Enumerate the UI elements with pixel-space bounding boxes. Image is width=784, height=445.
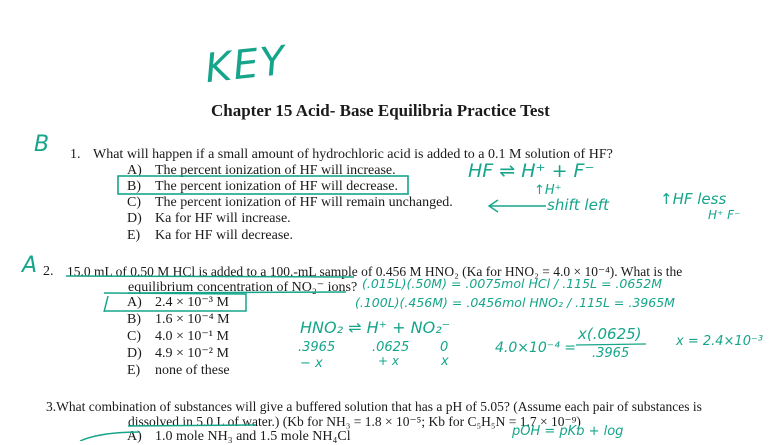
q1-answer-box bbox=[118, 176, 408, 194]
q1-note-equation: HF ⇌ H⁺ + F⁻ bbox=[468, 160, 595, 182]
q2-line1: 15.0 mL of 0.50 M HCl is added to a 100.-mL sample of 0.456 M HNO₂ (Ka for HNO₂ = 4.0 × 10⁻⁴). What is the bbox=[67, 264, 683, 279]
q2-calc-hcl: (.015L)(.50M) = .0075mol HCl / .115L = .0652M bbox=[362, 276, 662, 291]
q2-fraction-bar bbox=[576, 344, 646, 345]
q2-ice-change-no2: x bbox=[441, 354, 449, 369]
q2-number: 2. bbox=[43, 264, 54, 279]
q2-ka-lhs: 4.0×10⁻⁴ = bbox=[495, 340, 576, 356]
option-text: none of these bbox=[155, 363, 230, 378]
option-letter: A) bbox=[127, 429, 142, 444]
q1-number: 1. bbox=[70, 147, 81, 162]
option-text: The percent ionization of HF will increase. bbox=[155, 163, 396, 178]
q1-handwritten-answer: B bbox=[34, 132, 50, 157]
option-text: The percent ionization of HF will decrease. bbox=[155, 179, 398, 194]
option-text: 1.0 mole NH₃ and 1.5 mole NH₄Cl bbox=[155, 429, 351, 444]
option-letter: C) bbox=[127, 329, 141, 344]
q2-ice-initial-no2: 0 bbox=[440, 340, 449, 355]
option-text: Ka for HF will increase. bbox=[155, 211, 291, 226]
q1-text: What will happen if a small amount of hydrochloric acid is added to a 0.1 M solution of HF? bbox=[93, 147, 613, 162]
handwritten-key: KEY bbox=[202, 37, 290, 93]
q3-line2: dissolved in 5.0 L of water.) (Kb for NH₃ = 1.8 × 10⁻⁵; Kb for C₅H₅N = 1.7 × 10⁻⁹) bbox=[128, 414, 581, 429]
option-text: 4.0 × 10⁻¹ M bbox=[155, 329, 229, 344]
option-text: 1.6 × 10⁻⁴ M bbox=[155, 312, 230, 327]
option-letter: E) bbox=[127, 363, 141, 378]
q2-ice-change-h: + x bbox=[378, 354, 399, 368]
option-letter: A) bbox=[127, 295, 142, 310]
q2-ice-initial-hno2: .3965 bbox=[298, 340, 336, 355]
q2-ice-change-hno2: − x bbox=[300, 356, 323, 371]
q1-note-h-up: ↑H⁺ bbox=[534, 183, 562, 198]
option-text: Ka for HF will decrease. bbox=[155, 228, 294, 243]
q3-poh-note: pOH = pKb + log bbox=[512, 424, 624, 439]
option-text: 4.9 × 10⁻² M bbox=[155, 346, 229, 361]
option-letter: A) bbox=[127, 163, 142, 178]
q3-line1: 3.What combination of substances will give a buffered solution that has a pH of 5.05? (Assume each pair of substances is bbox=[46, 399, 702, 414]
q1-note-hf-less: ↑HF less bbox=[660, 190, 727, 208]
option-letter: D) bbox=[127, 211, 142, 226]
option-letter: D) bbox=[127, 346, 142, 361]
option-letter: B) bbox=[127, 312, 141, 327]
q2-equilibrium-eq: HNO₂ ⇌ H⁺ + NO₂⁻ bbox=[300, 318, 451, 337]
q2-line2: equilibrium concentration of NO₂⁻ ions? bbox=[128, 280, 358, 295]
page-title: Chapter 15 Acid- Base Equilibria Practice Test bbox=[211, 101, 550, 120]
option-text: 2.4 × 10⁻³ M bbox=[155, 295, 229, 310]
option-letter: B) bbox=[127, 179, 141, 194]
q2-answer-bracket bbox=[104, 293, 246, 312]
q2-handwritten-answer: A bbox=[22, 253, 38, 278]
q2-ka-denominator: .3965 bbox=[592, 346, 630, 361]
option-text: The percent ionization of HF will remain unchanged. bbox=[155, 195, 453, 210]
q2-ka-numerator: x(.0625) bbox=[578, 325, 642, 343]
q1-note-shift: shift left bbox=[547, 196, 609, 214]
q2-ice-initial-h: .0625 bbox=[372, 340, 410, 355]
q2-result: x = 2.4×10⁻³ bbox=[676, 334, 764, 349]
q1-note-h-f: H⁺ F⁻ bbox=[708, 208, 741, 222]
option-letter: C) bbox=[127, 195, 141, 210]
q3-swoosh bbox=[80, 432, 140, 441]
option-letter: E) bbox=[127, 228, 141, 243]
q2-calc-hno2: (.100L)(.456M) = .0456mol HNO₂ / .115L = .3965M bbox=[355, 295, 675, 310]
q2-underline bbox=[66, 276, 354, 277]
q3-underline bbox=[128, 425, 256, 426]
